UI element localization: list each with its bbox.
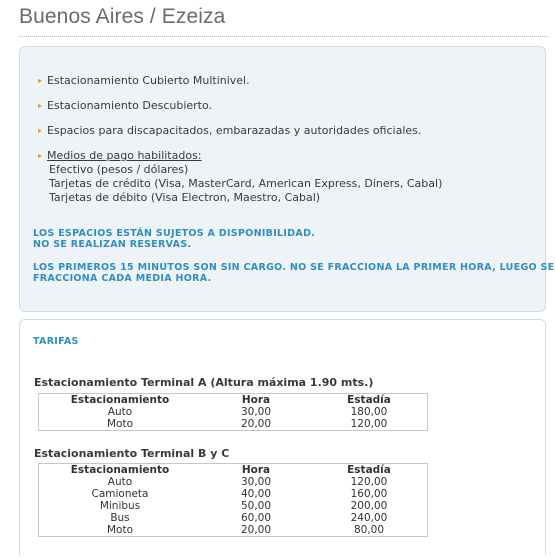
vehicle-cell: Minibus [99, 500, 141, 512]
table-header-row [39, 464, 428, 477]
column-header: Estacionamiento [70, 464, 170, 476]
vehicle-cell: Moto [106, 524, 134, 536]
table-row [39, 476, 428, 488]
page-title: Buenos Aires / Ezeiza [19, 5, 226, 28]
vehicle-cell: Auto [107, 406, 133, 418]
title-divider [19, 36, 549, 37]
payment-debit: Tarjetas de débito (Visa Electron, Maestro, Cabal) [49, 191, 321, 204]
column-header: Estacionamiento [70, 394, 170, 406]
notice-half-hour: FRACCIONA CADA MEDIA HORA. [33, 273, 212, 284]
table-row [39, 512, 428, 524]
notice-free-minutes: LOS PRIMEROS 15 MINUTOS SON SIN CARGO. NO SE FRACCIONA LA PRIMER HORA, LUEGO SE [33, 262, 555, 273]
hour-rate-cell: 30,00 [240, 406, 272, 418]
notice-availability: LOS ESPACIOS ESTÁN SUJETOS A DISPONIBILIDAD. [33, 228, 316, 239]
bullet-text: Estacionamiento Cubierto Multinivel. [47, 74, 250, 87]
arrow-right-icon: ▸ [38, 151, 43, 160]
hour-rate-cell: 40,00 [240, 488, 272, 500]
hour-rate-cell: 50,00 [240, 500, 272, 512]
column-header: Estadía [347, 464, 391, 476]
table-header-row [39, 394, 428, 407]
vehicle-cell: Camioneta [91, 488, 149, 500]
info-bullet-covered-parking [38, 74, 250, 89]
info-bullet-payment [38, 149, 202, 164]
stay-rate-cell: 120,00 [350, 418, 388, 430]
stay-rate-cell: 80,00 [353, 524, 385, 536]
terminal-bc-table [38, 463, 428, 537]
stay-rate-cell: 240,00 [350, 512, 388, 524]
arrow-right-icon: ▸ [38, 76, 43, 85]
hour-rate-cell: 60,00 [240, 512, 272, 524]
hour-rate-cell: 20,00 [240, 524, 272, 536]
hour-rate-cell: 20,00 [240, 418, 272, 430]
payment-cash: Efectivo (pesos / dólares) [49, 163, 189, 176]
stay-rate-cell: 120,00 [350, 476, 388, 488]
terminal-a-title: Estacionamiento Terminal A (Altura máxima 1.90 mts.) [34, 376, 374, 389]
terminal-a-table [38, 393, 428, 431]
bullet-text: Espacios para discapacitados, embarazadas y autoridades oficiales. [47, 124, 422, 137]
payment-heading: Medios de pago habilitados: [47, 149, 202, 162]
stay-rate-cell: 160,00 [350, 488, 388, 500]
table-row [39, 406, 428, 418]
stay-rate-cell: 180,00 [350, 406, 388, 418]
table-row [39, 500, 428, 512]
vehicle-cell: Auto [107, 476, 133, 488]
table-row [39, 524, 428, 537]
table-row [39, 418, 428, 431]
info-bullet-reserved-spaces [38, 124, 421, 139]
tarifas-heading: TARIFAS [33, 336, 79, 347]
terminal-bc-title: Estacionamiento Terminal B y C [34, 447, 230, 460]
payment-credit: Tarjetas de crédito (Visa, MasterCard, American Express, Diners, Cabal) [49, 177, 443, 190]
vehicle-cell: Bus [110, 512, 130, 524]
column-header: Hora [241, 464, 271, 476]
hour-rate-cell: 30,00 [240, 476, 272, 488]
info-bullet-open-parking [38, 99, 212, 114]
bullet-text: Estacionamiento Descubierto. [47, 99, 213, 112]
arrow-right-icon: ▸ [38, 101, 43, 110]
column-header: Hora [241, 394, 271, 406]
table-row [39, 488, 428, 500]
stay-rate-cell: 200,00 [350, 500, 388, 512]
column-header: Estadía [347, 394, 391, 406]
arrow-right-icon: ▸ [38, 126, 43, 135]
notice-no-reservations: NO SE REALIZAN RESERVAS. [33, 239, 192, 250]
vehicle-cell: Moto [106, 418, 134, 430]
